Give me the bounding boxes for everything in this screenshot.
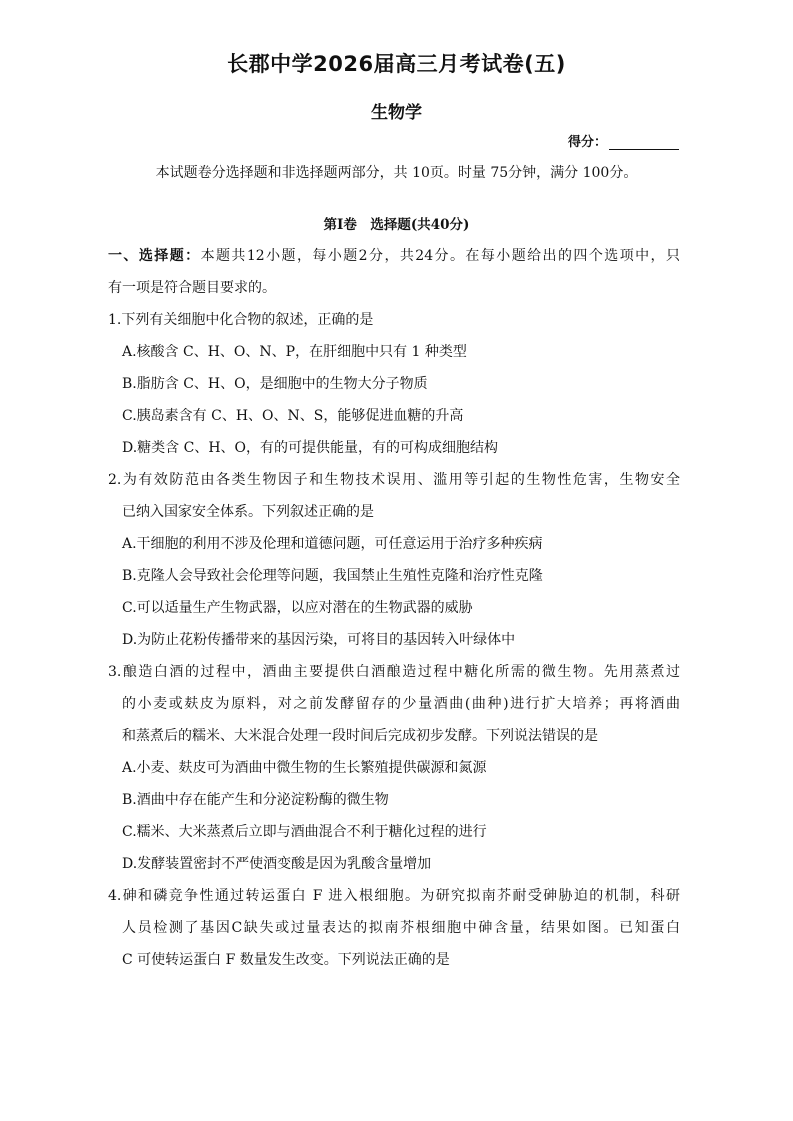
question-4-stem-line-1: 4.砷和磷竞争性通过转运蛋白 F 进入根细胞。为研究拟南芥耐受砷胁迫的机制，科研 — [108, 888, 680, 904]
question-3-stem-line-3: 和蒸煮后的糯米、大米混合处理一段时间后完成初步发酵。下列说法错误的是 — [122, 728, 598, 744]
question-2-option-d: D.为防止花粉传播带来的基因污染，可将目的基因转入叶绿体中 — [122, 632, 516, 648]
question-2-option-b: B.克隆人会导致社会伦理等问题，我国禁止生殖性克隆和治疗性克隆 — [122, 568, 543, 584]
question-4-stem-line-2: 人员检测了基因C缺失或过量表达的拟南芥根细胞中砷含量，结果如图。已知蛋白 — [122, 920, 680, 936]
question-4-stem-line-3: C 可使转运蛋白 F 数量发生改变。下列说法正确的是 — [122, 952, 450, 968]
section-instructions-line-1 — [108, 245, 680, 265]
question-2-stem-line-2: 已纳入国家安全体系。下列叙述正确的是 — [122, 504, 374, 520]
question-1-option-b: B.脂肪含 C、H、O，是细胞中的生物大分子物质 — [122, 376, 428, 392]
question-3-stem-line-2: 的小麦或麸皮为原料，对之前发酵留存的少量酒曲(曲种)进行扩大培养；再将酒曲 — [122, 696, 680, 712]
question-3-option-d: D.发酵装置密封不严使酒变酸是因为乳酸含量增加 — [122, 856, 432, 872]
exam-title: 长郡中学2026届高三月考试卷(五) — [227, 52, 566, 76]
score-label: 得分： — [568, 135, 608, 150]
question-3-option-b: B.酒曲中存在能产生和分泌淀粉酶的微生物 — [122, 792, 389, 808]
question-1-option-d: D.糖类含 C、H、O，有的可提供能量，有的可构成细胞结构 — [122, 440, 499, 456]
question-2-stem-line-1: 2.为有效防范由各类生物因子和生物技术误用、滥用等引起的生物性危害，生物安全 — [108, 472, 680, 488]
question-2-option-a: A.干细胞的利用不涉及伦理和道德问题，可任意运用于治疗多种疾病 — [122, 536, 543, 552]
score-blank — [609, 135, 679, 150]
subject-title: 生物学 — [371, 103, 422, 123]
score-field — [568, 131, 679, 150]
section-instructions-line-2: 有一项是符合题目要求的。 — [108, 280, 276, 296]
question-3-option-c: C.糯米、大米蒸煮后立即与酒曲混合不利于糖化过程的进行 — [122, 824, 487, 840]
question-1-stem: 1.下列有关细胞中化合物的叙述，正确的是 — [108, 312, 374, 328]
question-3-option-a: A.小麦、麸皮可为酒曲中微生物的生长繁殖提供碳源和氮源 — [122, 760, 487, 776]
question-3-stem-line-1: 3.酿造白酒的过程中，酒曲主要提供白酒酿造过程中糖化所需的微生物。先用蒸煮过 — [108, 664, 680, 680]
question-2-option-c: C.可以适量生产生物武器，以应对潜在的生物武器的威胁 — [122, 600, 473, 616]
instructions-lead: 一、选择题： — [108, 248, 201, 264]
exam-intro: 本试题卷分选择题和非选择题两部分，共 10页。时量 75分钟，满分 100分。 — [155, 165, 638, 181]
section-title: 第Ⅰ卷 选择题(共40分) — [323, 217, 470, 233]
instructions-text: 本题共12小题，每小题2分，共24分。在每小题给出的四个选项中，只 — [200, 248, 680, 264]
question-1-option-a: A.核酸含 C、H、O、N、P，在肝细胞中只有 1 种类型 — [122, 344, 467, 360]
question-1-option-c: C.胰岛素含有 C、H、O、N、S，能够促进血糖的升高 — [122, 408, 464, 424]
